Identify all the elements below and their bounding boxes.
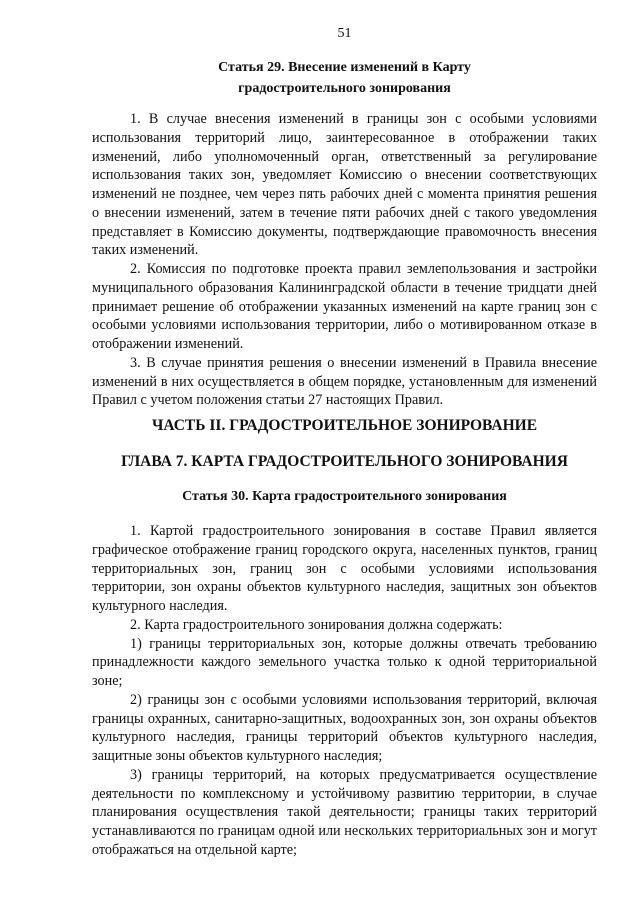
article-29-paragraph-3: 3. В случае принятия решения о внесении изменений в Правила внесение изменений в них осуществляется в общем порядке, установленным для изменений Правил с учетом положения статьи 27 настоящих Правил.: [92, 354, 597, 409]
part-heading: ЧАСТЬ II. ГРАДОСТРОИТЕЛЬНОЕ ЗОНИРОВАНИЕ: [151, 417, 538, 434]
article-30-paragraph-2: 2. Карта градостроительного зонирования должна содержать:: [130, 616, 503, 633]
article-29-paragraph-1: 1. В случае внесения изменений в границы зон с особыми условиями использования территорий лицо, заинтересованное в отображении таких изменений, либо уполномоченный орган, ответственный за регулирование использования таких зон, уведомляет Комиссию о внесении соответствующих изменений не позднее, чем через пять рабочих дней с момента принятия решения о внесении изменений, затем в течение пяти рабочих дней с такого уведомления представляет в Комиссию документы, подтверждающие правомочность внесения таких изменений.: [92, 111, 597, 259]
article-29-title-line-1: Статья 29. Внесение изменений в Карту: [218, 60, 471, 75]
article-29-body: [92, 110, 597, 410]
article-29-title-line-2: градостроительного зонирования: [238, 81, 451, 96]
article-30-paragraph-1: 1. Картой градостроительного зонирования в составе Правил является графическое отображение границ городского округа, населенных пунктов, границ территориальных зон, границ зон с особыми условиями использования территории, зон охраны объектов культурного наследия, защитных зон объектов культурного наследия.: [92, 523, 597, 614]
page-number: 51: [337, 26, 352, 41]
article-29-paragraph-2: 2. Комиссия по подготовке проекта правил землепользования и застройки муниципального образования Калининградской области в течение тридцати дней принимает решение об отображении указанных изменений на карте границ зон с особыми условиями использования территории, либо о мотивированном отказе в отображении изменений.: [92, 261, 597, 352]
article-30-item-2: 2) границы зон с особыми условиями использования территорий, включая границы охранных, санитарно-защитных, водоохранных зон, зон охраны объектов культурного наследия, границы территорий объектов культурного наследия, защитные зоны объектов культурного наследия;: [92, 691, 597, 764]
article-30-item-3: 3) границы территорий, на которых предусматривается осуществление деятельности по комплексному и устойчивому развитию территории, в случае планирования осуществления такой деятельности; границы таких территорий устанавливаются по границам одной или нескольких территориальных зон и могут отображаться на отдельной карте;: [92, 766, 597, 858]
article-30-body: [92, 522, 597, 860]
article-30-title: Статья 30. Карта градостроительного зонирования: [182, 489, 507, 504]
article-30-item-1: 1) границы территориальных зон, которые должны отвечать требованию принадлежности каждого земельного участка только к одной территориальной зоне;: [92, 635, 597, 689]
document-page: [92, 0, 597, 905]
chapter-heading: ГЛАВА 7. КАРТА ГРАДОСТРОИТЕЛЬНОГО ЗОНИРОВАНИЯ: [121, 453, 568, 470]
